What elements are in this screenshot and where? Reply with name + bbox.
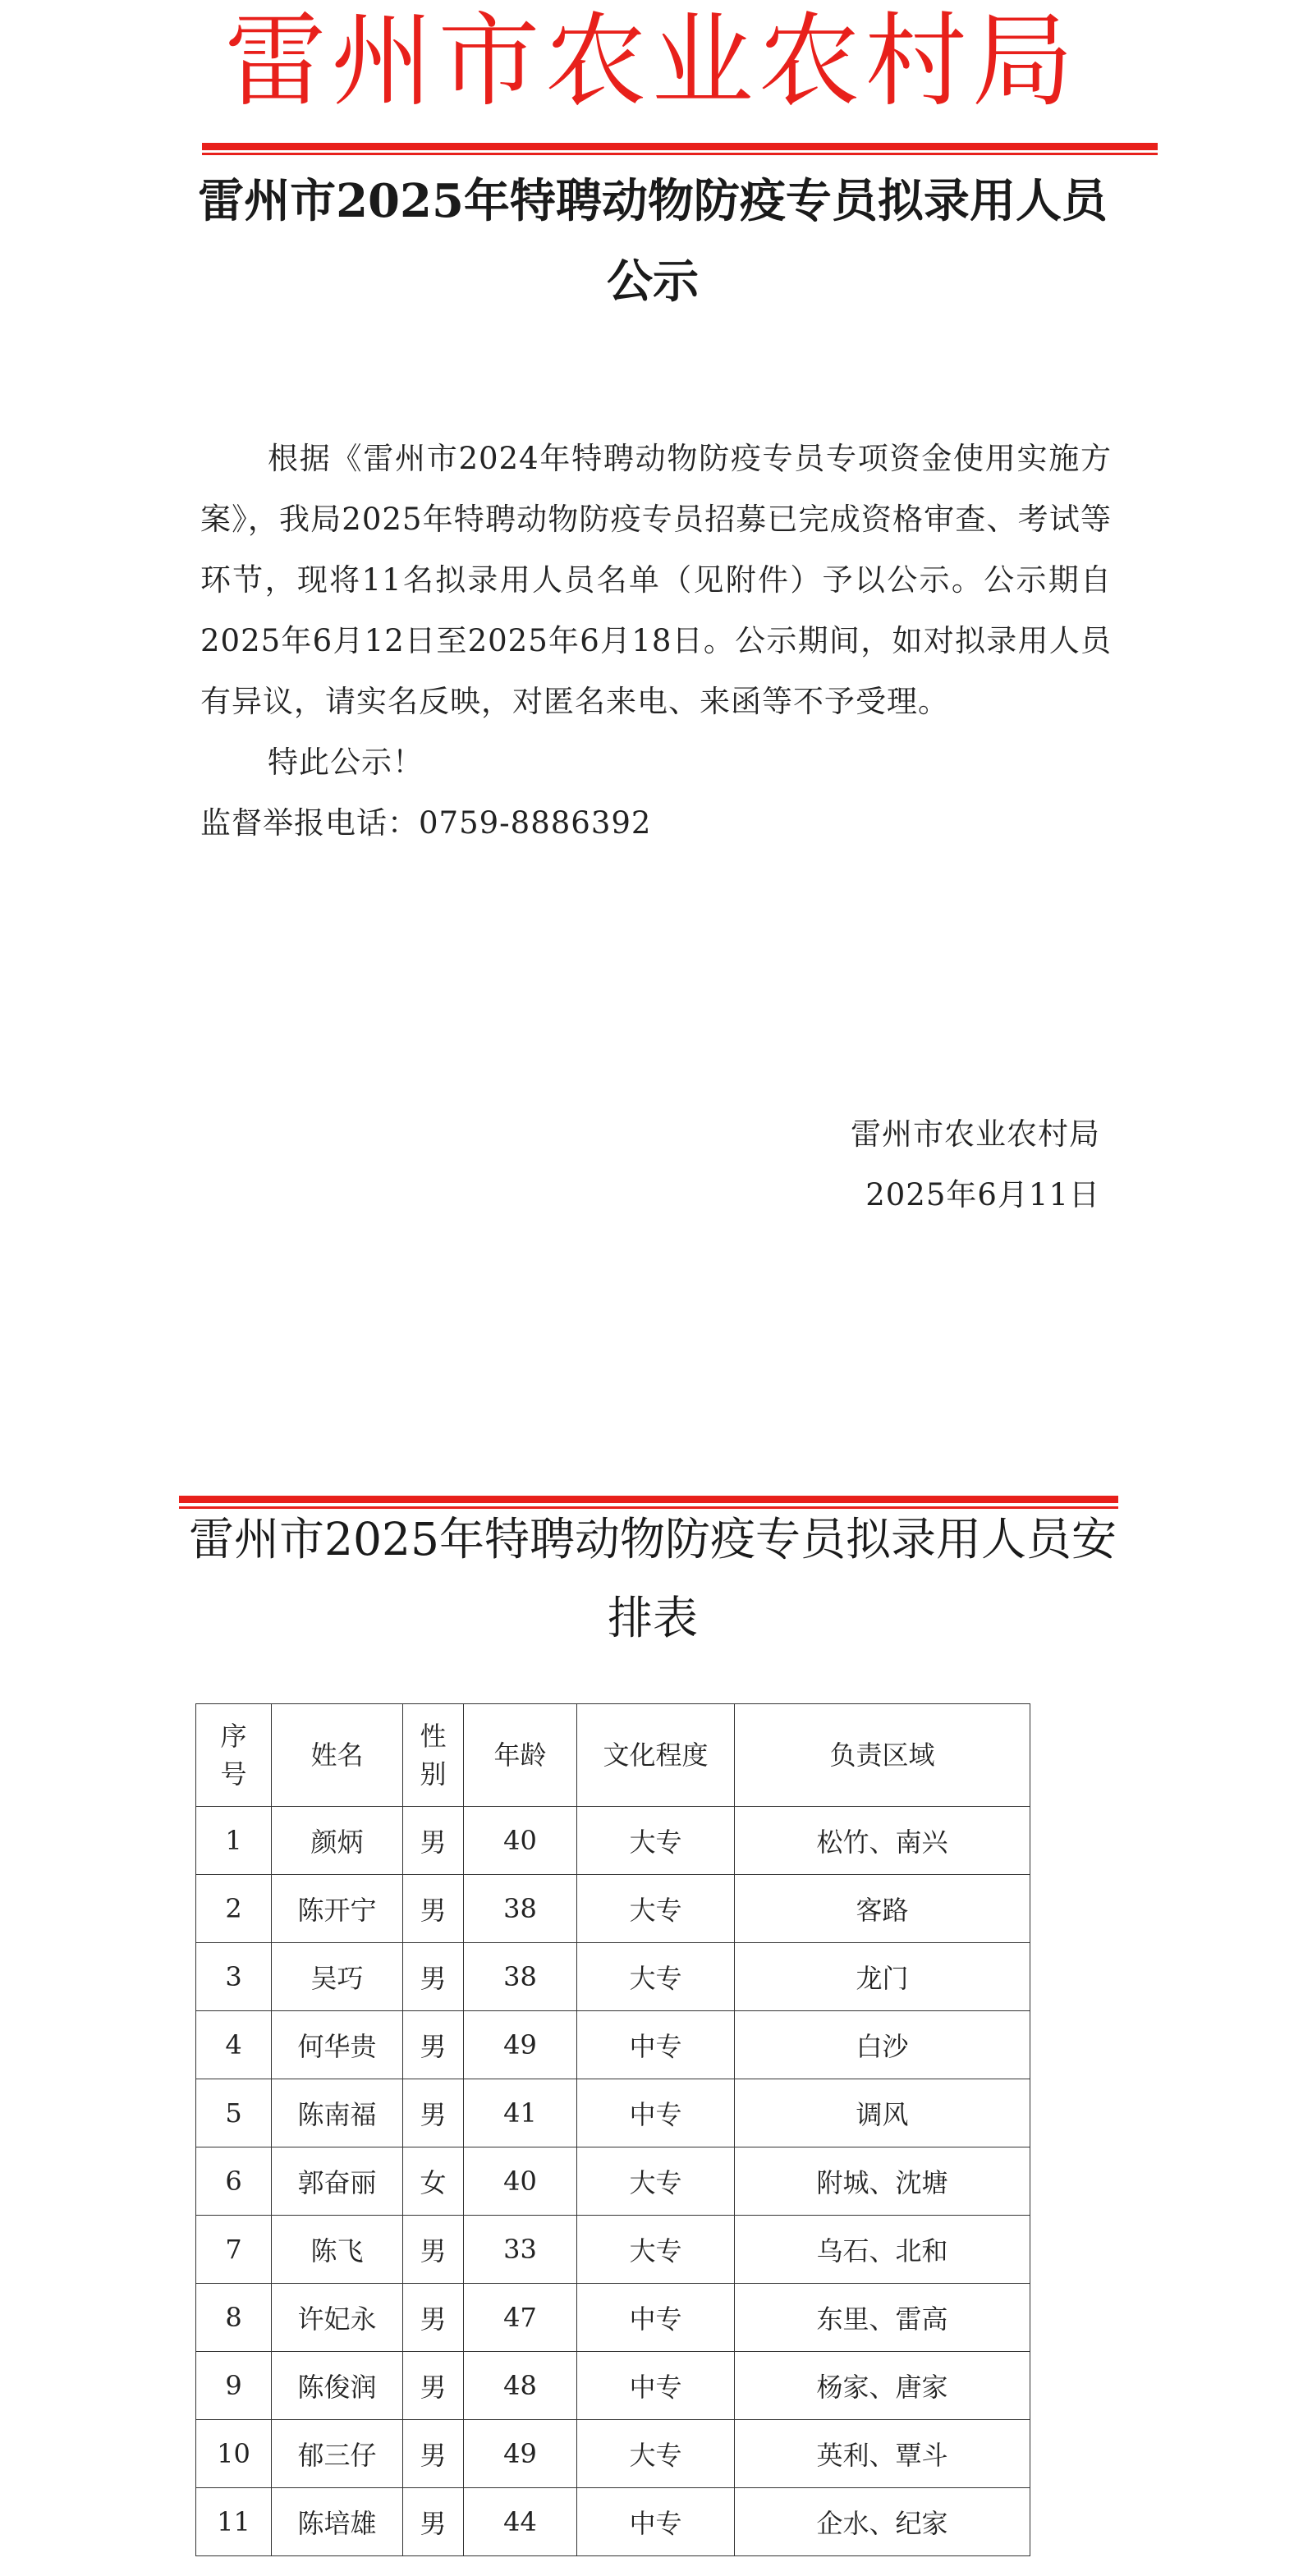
cell-education: 大专 [577,1943,735,2011]
cell-area: 调风 [735,2079,1030,2147]
table-row [196,2011,1030,2079]
notice-paragraph: 根据《雷州市2024年特聘动物防疫专员专项资金使用实施方案》，我局2025年特聘动物防疫专员招募已完成资格审查、考试等环节，现将11名拟录用人员名单（见附件）予以公示。公示期自2025年6月12日至2025年6月18日。公示期间，如对拟录用人员有异议，请实名反映，对匿名来电、来函等不予受理。 [200,441,1112,719]
roster-table [195,1703,1030,2556]
cell-index: 10 [196,2420,272,2488]
cell-gender: 男 [403,1943,464,2011]
cell-age: 38 [464,1943,577,2011]
cell-area: 杨家、唐家 [735,2352,1030,2420]
table-row [196,2284,1030,2352]
cell-area: 英利、覃斗 [735,2420,1030,2488]
cell-index: 5 [196,2079,272,2147]
cell-gender: 女 [403,2147,464,2216]
cell-gender: 男 [403,1807,464,1875]
cell-name: 颜炳 [272,1807,403,1875]
cell-name: 许妃永 [272,2284,403,2352]
header-name: 姓名 [272,1704,403,1807]
header-gender: 性别 [403,1704,464,1807]
cell-gender: 男 [403,2488,464,2556]
cell-area: 松竹、南兴 [735,1807,1030,1875]
cell-name: 陈南福 [272,2079,403,2147]
cell-name: 郁三仔 [272,2420,403,2488]
cell-age: 38 [464,1875,577,1943]
cell-area: 附城、沈塘 [735,2147,1030,2216]
table-row [196,1807,1030,1875]
cell-education: 大专 [577,2420,735,2488]
notice-date: 2025年6月11日 [865,1177,1100,1212]
table-row [196,2352,1030,2420]
cell-gender: 男 [403,2079,464,2147]
cell-gender: 男 [403,2352,464,2420]
cell-index: 1 [196,1807,272,1875]
cell-area: 龙门 [735,1943,1030,2011]
cell-name: 陈开宁 [272,1875,403,1943]
cell-index: 7 [196,2216,272,2284]
table-row [196,1875,1030,1943]
cell-education: 中专 [577,2011,735,2079]
letterhead-divider-thin [202,153,1158,155]
table-title: 雷州市2025年特聘动物防疫专员拟录用人员安排表 [189,1513,1117,1644]
cell-education: 中专 [577,2284,735,2352]
cell-age: 49 [464,2420,577,2488]
cell-name: 陈飞 [272,2216,403,2284]
cell-age: 40 [464,2147,577,2216]
cell-name: 郭奋丽 [272,2147,403,2216]
cell-education: 大专 [577,1875,735,1943]
table-row [196,2216,1030,2284]
cell-age: 49 [464,2011,577,2079]
cell-area: 东里、雷高 [735,2284,1030,2352]
cell-gender: 男 [403,2284,464,2352]
cell-gender: 男 [403,2216,464,2284]
notice-title: 雷州市2025年特聘动物防疫专员拟录用人员公示 [198,174,1108,309]
cell-education: 大专 [577,1807,735,1875]
cell-name: 陈俊润 [272,2352,403,2420]
table-header-row [196,1704,1030,1807]
header-area: 负责区域 [735,1704,1030,1807]
cell-age: 48 [464,2352,577,2420]
table-row [196,1943,1030,2011]
table-row [196,2147,1030,2216]
cell-education: 中专 [577,2352,735,2420]
notice-signature: 雷州市农业农村局 [851,1116,1100,1152]
header-index: 序号 [196,1704,272,1807]
cell-area: 白沙 [735,2011,1030,2079]
cell-name: 何华贵 [272,2011,403,2079]
notice-hotline: 监督举报电话：0759-8886392 [200,805,652,841]
cell-area: 企水、纪家 [735,2488,1030,2556]
cell-index: 11 [196,2488,272,2556]
table-row [196,2079,1030,2147]
cell-age: 44 [464,2488,577,2556]
cell-age: 47 [464,2284,577,2352]
cell-index: 8 [196,2284,272,2352]
cell-gender: 男 [403,2011,464,2079]
cell-education: 中专 [577,2488,735,2556]
cell-index: 3 [196,1943,272,2011]
cell-education: 大专 [577,2216,735,2284]
cell-age: 33 [464,2216,577,2284]
table-row [196,2488,1030,2556]
header-age: 年龄 [464,1704,577,1807]
cell-education: 中专 [577,2079,735,2147]
table-row [196,2420,1030,2488]
notice-body [200,429,1112,854]
cell-area: 乌石、北和 [735,2216,1030,2284]
cell-gender: 男 [403,2420,464,2488]
org-letterhead: 雷州市农业农村局 [224,2,1079,121]
cell-education: 大专 [577,2147,735,2216]
cell-index: 9 [196,2352,272,2420]
cell-area: 客路 [735,1875,1030,1943]
cell-name: 吴巧 [272,1943,403,2011]
cell-index: 6 [196,2147,272,2216]
letterhead-divider [202,143,1158,150]
cell-age: 41 [464,2079,577,2147]
cell-age: 40 [464,1807,577,1875]
cell-index: 2 [196,1875,272,1943]
cell-index: 4 [196,2011,272,2079]
notice-closing: 特此公示！ [268,745,424,780]
cell-name: 陈培雄 [272,2488,403,2556]
cell-gender: 男 [403,1875,464,1943]
header-education: 文化程度 [577,1704,735,1807]
